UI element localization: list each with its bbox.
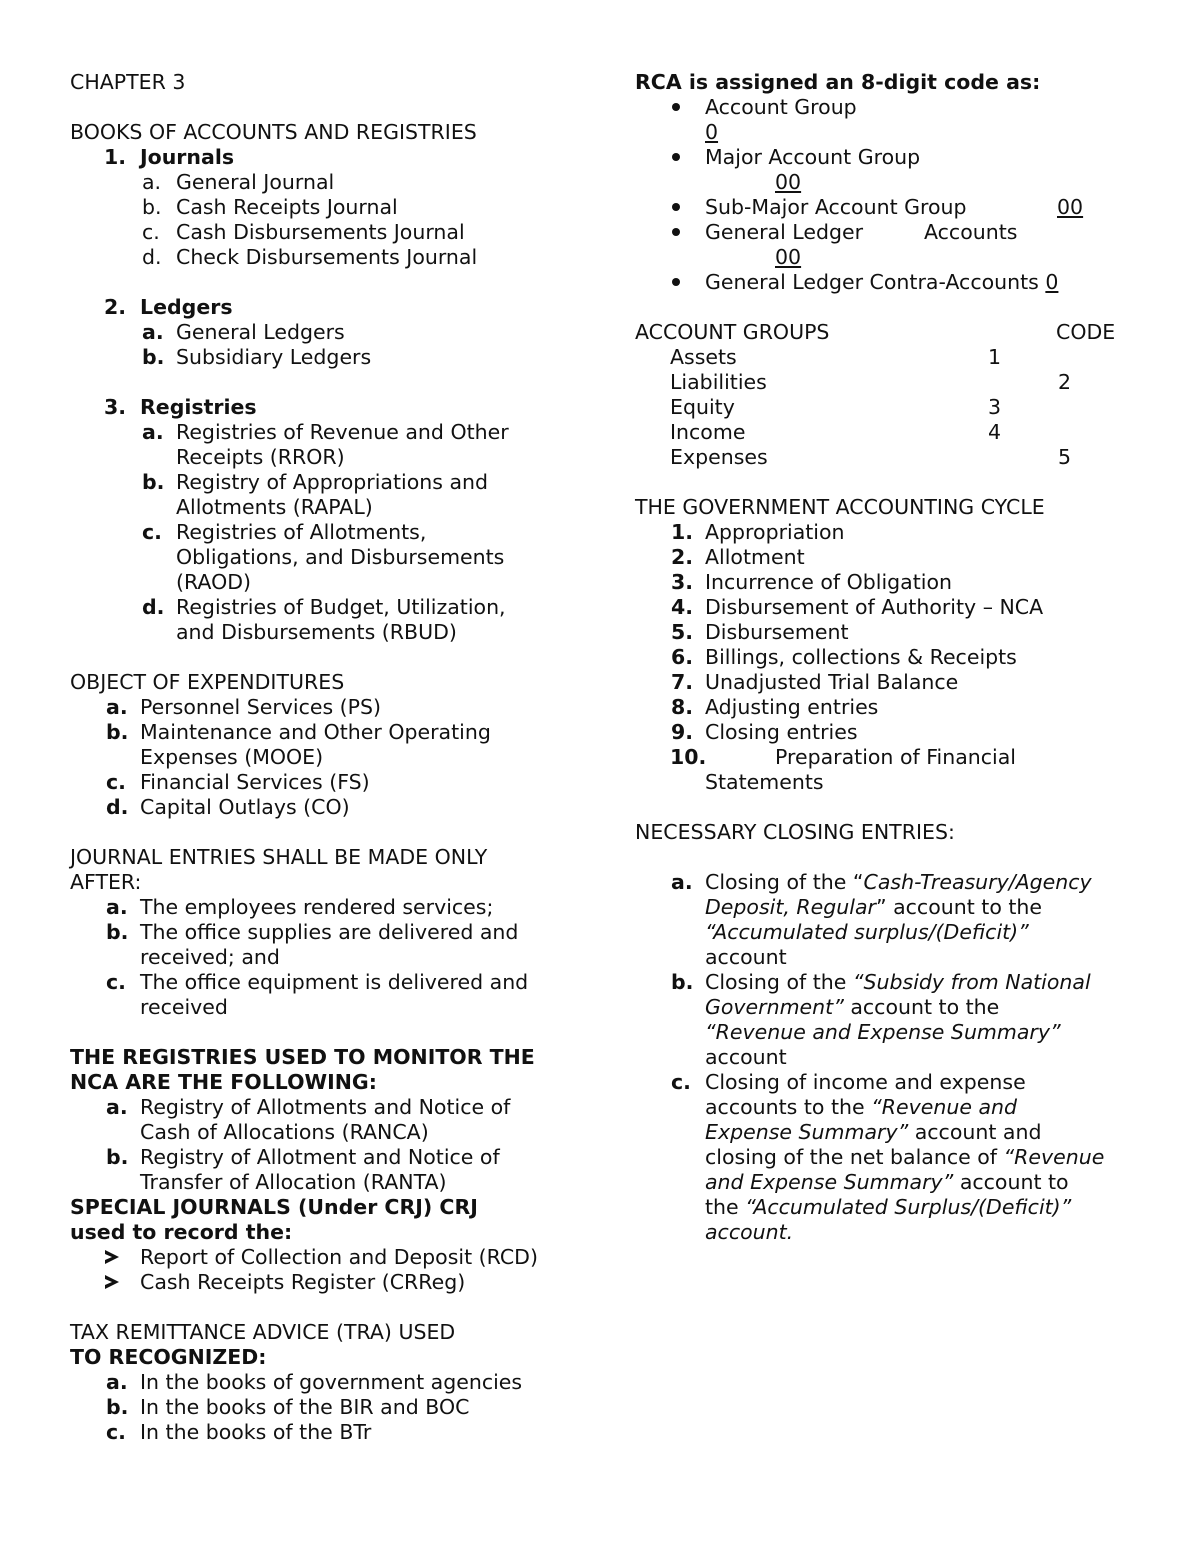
list-item: 3. Incurrence of Obligation: [671, 570, 953, 594]
list-item: c. Cash Disbursements Journal: [142, 220, 465, 244]
arrow-bullet-icon: [105, 1275, 119, 1289]
list-item: b. Registry of Appropriations and Allotments (RAPAL): [142, 470, 489, 519]
list-item: c. In the books of the BTr: [106, 1420, 372, 1444]
chapter-title: CHAPTER 3: [70, 70, 186, 94]
list-item: Sub-Major Account Group 00: [635, 195, 1135, 220]
code-heading: CODE: [1056, 320, 1116, 344]
list-item: 6. Billings, collections & Receipts: [671, 645, 1017, 669]
object-list: [70, 695, 570, 820]
list-item: b. Subsidiary Ledgers: [142, 345, 372, 369]
closing-heading: NECESSARY CLOSING ENTRIES:: [635, 820, 955, 844]
list-item: 8. Adjusting entries: [671, 695, 879, 719]
table-row: Liabilities 2: [670, 370, 1072, 394]
list-item: a. Registries of Revenue and Other Receipts (RROR): [142, 420, 509, 469]
list-item: Account Group 0: [635, 95, 1135, 145]
list-item: b. Maintenance and Other Operating Expenses (MOOE): [106, 720, 491, 769]
ledgers-heading: 2. Ledgers: [104, 295, 233, 319]
code-value: 00: [775, 245, 802, 269]
list-item: c. Registries of Allotments, Obligations, and Disbursements (RAOD): [142, 520, 505, 594]
list-item: b. Closing of the “Subsidy from National Government” account to the “Revenue and Expense Summary” account: [671, 970, 1091, 1069]
list-item: c. Closing of income and expense accounts to the “Revenue and Expense Summary” account and closing of the net balance of “Revenue and Expense Summary” account to the “Accumulated Surplus/(Deficit)” account.: [671, 1070, 1105, 1244]
table-row: Assets 1: [670, 345, 1002, 369]
list-marker: 2.: [104, 295, 127, 319]
special-journals-list: [70, 1245, 570, 1295]
arrow-bullet-icon: [105, 1250, 119, 1264]
list-item: a. In the books of government agencies: [106, 1370, 523, 1394]
bullet-icon: [672, 203, 680, 211]
nca-list: [70, 1095, 570, 1195]
list-item: d. Registries of Budget, Utilization, and Disbursements (RBUD): [142, 595, 506, 644]
code-value: 00: [775, 170, 802, 194]
cycle-list: [635, 520, 1135, 795]
list-item: b. In the books of the BIR and BOC: [106, 1395, 470, 1419]
list-item: b. Cash Receipts Journal: [142, 195, 398, 219]
list-item: a. Closing of the “Cash-Treasury/Agency Deposit, Regular” account to the “Accumulated surplus/(Deficit)” account: [671, 870, 1092, 969]
nca-heading: THE REGISTRIES USED TO MONITOR THE NCA ARE THE FOLLOWING:: [70, 1045, 535, 1094]
closing-list: [635, 870, 1135, 1245]
list-item: c. The office equipment is delivered and received: [106, 970, 529, 1019]
bullet-icon: [672, 153, 680, 161]
list-item: c. Financial Services (FS): [106, 770, 370, 794]
list-item: 7. Unadjusted Trial Balance: [671, 670, 959, 694]
ledgers-list: [70, 320, 570, 370]
table-row: Equity 3: [670, 395, 1002, 419]
list-item: 5. Disbursement: [671, 620, 849, 644]
journals-heading: 1. Journals: [104, 145, 235, 169]
list-item: 2. Allotment: [671, 545, 805, 569]
tra-list: [70, 1370, 570, 1445]
bullet-icon: [672, 228, 680, 236]
list-item: 10. Preparation of Financial Statements: [670, 745, 1016, 794]
bullet-icon: [672, 278, 680, 286]
list-item: a. Registry of Allotments and Notice of Cash of Allocations (RANCA): [106, 1095, 511, 1144]
journals-list: [70, 170, 570, 270]
registries-heading: 3. Registries: [104, 395, 257, 419]
list-item: a. General Ledgers: [142, 320, 345, 344]
list-item: a. General Journal: [142, 170, 335, 194]
list-item: Major Account Group 00: [635, 145, 1135, 195]
registries-list: [70, 420, 570, 645]
list-item: 9. Closing entries: [671, 720, 858, 744]
list-item: a. Personnel Services (PS): [106, 695, 382, 719]
list-item: a. The employees rendered services;: [106, 895, 494, 919]
right-column: [635, 70, 1135, 1245]
tra-heading: TAX REMITTANCE ADVICE (TRA) USED TO RECOGNIZED:: [70, 1320, 456, 1369]
list-item: b. Registry of Allotment and Notice of Transfer of Allocation (RANTA): [106, 1145, 500, 1194]
list-item: d. Check Disbursements Journal: [142, 245, 478, 269]
object-heading: OBJECT OF EXPENDITURES: [70, 670, 345, 694]
code-value: 0: [705, 120, 719, 144]
bullet-icon: [672, 103, 680, 111]
list-item: d. Capital Outlays (CO): [106, 795, 350, 819]
account-groups-table: [635, 345, 1135, 470]
rca-list: [635, 95, 1135, 295]
list-item: 4. Disbursement of Authority – NCA: [671, 595, 1044, 619]
books-heading: BOOKS OF ACCOUNTS AND REGISTRIES: [70, 120, 477, 144]
cycle-heading: THE GOVERNMENT ACCOUNTING CYCLE: [635, 495, 1045, 519]
list-item: Report of Collection and Deposit (RCD): [70, 1245, 570, 1270]
special-journals-heading: SPECIAL JOURNALS (Under CRJ) CRJ used to record the:: [70, 1195, 478, 1244]
list-marker: 3.: [104, 395, 127, 419]
table-row: Income 4: [670, 420, 1002, 444]
list-item: General Ledger Contra-Accounts 0: [635, 270, 1135, 295]
list-item: 1. Appropriation: [671, 520, 845, 544]
list-item: General Ledger Accounts 00: [635, 220, 1135, 270]
rca-heading: RCA is assigned an 8-digit code as:: [635, 70, 1041, 94]
list-marker: 1.: [104, 145, 127, 169]
code-value: 00: [1057, 195, 1084, 219]
code-value: 0: [1045, 270, 1059, 294]
journal-entries-list: [70, 895, 570, 1020]
journal-entries-heading: JOURNAL ENTRIES SHALL BE MADE ONLY AFTER:: [70, 845, 488, 894]
list-item: Cash Receipts Register (CRReg): [70, 1270, 570, 1295]
list-item: b. The office supplies are delivered and received; and: [106, 920, 519, 969]
left-column: [70, 70, 570, 1445]
account-groups-heading: ACCOUNT GROUPS CODE: [635, 320, 1116, 344]
table-row: Expenses 5: [670, 445, 1072, 469]
